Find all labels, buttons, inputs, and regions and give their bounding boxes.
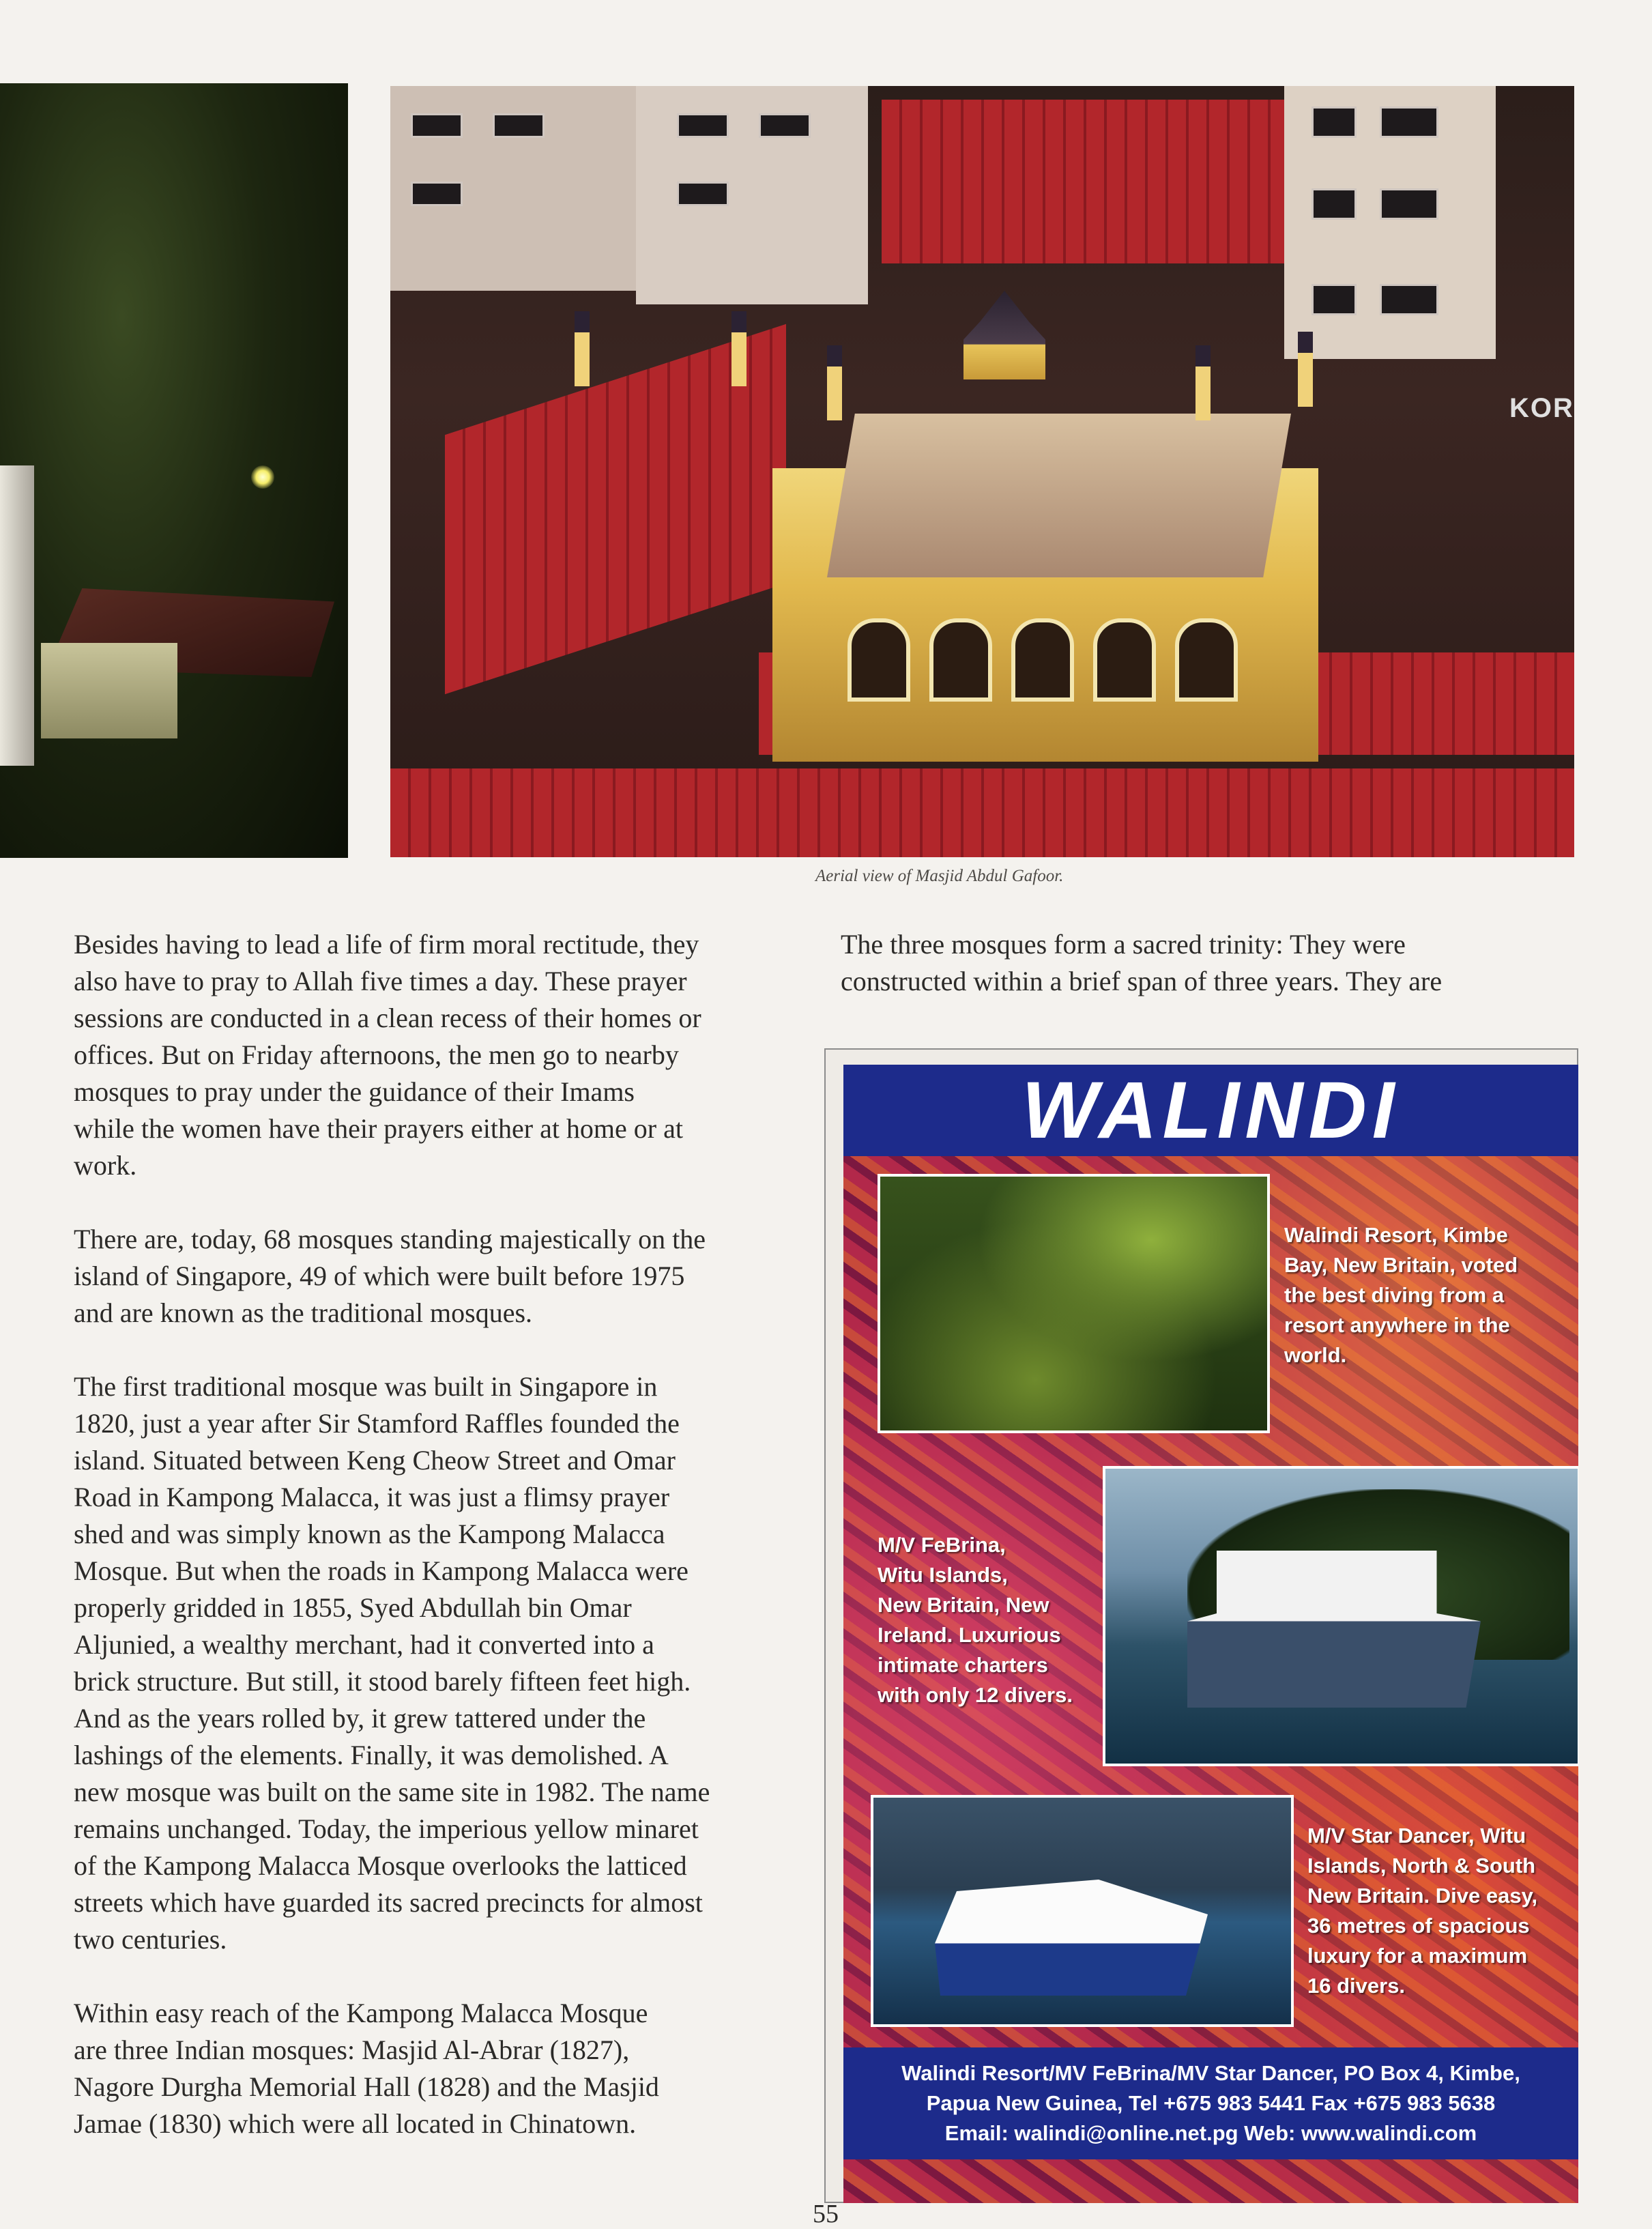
body-line: new mosque was built on the same site in 1982. The name (74, 1777, 710, 1807)
body-line: sessions are conducted in a clean recess of their homes or (74, 1003, 701, 1033)
blurb-line: M/V FeBrina, (878, 1533, 1006, 1557)
blurb-line: luxury for a maximum (1307, 1944, 1528, 1968)
mosque-roof-terrace (827, 414, 1291, 577)
blurb-line: Bay, New Britain, voted (1284, 1253, 1518, 1277)
window (677, 113, 729, 138)
stardancer-boat-photo (871, 1795, 1294, 2027)
blurb-line: Islands, North & South (1307, 1854, 1536, 1878)
body-line: Road in Kampong Malacca, it was just a flimsy prayer (74, 1482, 670, 1512)
small-minaret (731, 311, 747, 386)
building-sign: KOR (1509, 393, 1574, 423)
facade-arch (1093, 618, 1156, 702)
body-line: streets which have guarded its sacred precincts for almost (74, 1887, 703, 1918)
resort-blurb (1284, 1220, 1518, 1370)
body-line: properly gridded in 1855, Syed Abdullah bin Omar (74, 1592, 632, 1623)
advert-title: WALINDI (1021, 1065, 1400, 1155)
red-roof (390, 768, 1574, 857)
body-line: mosques to pray under the guidance of their Imams (74, 1076, 635, 1107)
page-number: 55 (813, 2200, 839, 2228)
febrina-blurb (878, 1530, 1073, 1710)
body-line: shed and was simply known as the Kampong Malacca (74, 1519, 665, 1549)
body-line: Jamae (1830) which were all located in Chinatown. (74, 2108, 637, 2139)
advert-banner (843, 1065, 1578, 1156)
small-minaret (827, 345, 842, 420)
body-line: work. (74, 1150, 137, 1181)
blurb-line: Walindi Resort, Kimbe (1284, 1223, 1508, 1247)
facade-arch (1175, 618, 1238, 702)
body-line: And as the years rolled by, it grew tattered under the (74, 1703, 646, 1734)
body-line: island. Situated between Keng Cheow Street and Omar (74, 1445, 676, 1476)
small-minaret (1195, 345, 1211, 420)
blurb-line: 16 divers. (1307, 1974, 1406, 1998)
stardancer-blurb (1307, 1821, 1537, 2001)
body-line: Nagore Durgha Memorial Hall (1828) and the Masjid (74, 2071, 659, 2102)
blurb-line: M/V Star Dancer, Witu (1307, 1824, 1526, 1847)
window (411, 182, 463, 206)
contact-line: Walindi Resort/MV FeBrina/MV Star Dancer, PO Box 4, Kimbe, (901, 2061, 1520, 2085)
body-line: lashings of the elements. Finally, it was demolished. A (74, 1740, 669, 1770)
window (1380, 284, 1438, 315)
blurb-line: New Britain, New (878, 1593, 1049, 1617)
body-line: The three mosques form a sacred trinity: They were (841, 929, 1406, 960)
body-line: island of Singapore, 49 of which were built before 1975 (74, 1261, 685, 1291)
building-wall (41, 643, 177, 738)
body-line: The first traditional mosque was built in Singapore in (74, 1371, 658, 1402)
street-lamp (251, 465, 274, 489)
window (1312, 188, 1357, 220)
photo-caption: Aerial view of Masjid Abdul Gafoor. (815, 867, 1064, 885)
body-line: two centuries. (74, 1924, 227, 1955)
febrina-boat-photo (1103, 1466, 1578, 1766)
small-minaret (1298, 332, 1313, 407)
walindi-advert (843, 1065, 1578, 2203)
blurb-line: resort anywhere in the (1284, 1313, 1510, 1337)
body-line: Within easy reach of the Kampong Malacca Mosque (74, 1998, 648, 2028)
minaret-tower (0, 465, 34, 766)
facade-arch (1011, 618, 1074, 702)
blurb-line: New Britain. Dive easy, (1307, 1884, 1538, 1908)
night-garden-photo (0, 83, 348, 858)
apartment-block (636, 86, 868, 304)
body-line: also have to pray to Allah five times a day. These prayer (74, 966, 687, 996)
window (677, 182, 729, 206)
blurb-line: intimate charters (878, 1653, 1048, 1677)
window (759, 113, 811, 138)
blurb-line: with only 12 divers. (878, 1683, 1073, 1707)
contact-line: Email: walindi@online.net.pg Web: www.walindi.com (944, 2121, 1477, 2145)
mosque-aerial-photo (390, 86, 1574, 857)
article-column-right (841, 926, 1578, 1000)
body-line: remains unchanged. Today, the imperious yellow minaret (74, 1813, 699, 1844)
small-minaret (575, 311, 590, 386)
contact-line: Papua New Guinea, Tel +675 983 5441 Fax +675 983 5638 (926, 2091, 1496, 2115)
body-line: Mosque. But when the roads in Kampong Malacca were (74, 1555, 689, 1586)
facade-arch (929, 618, 992, 702)
blurb-line: Witu Islands, (878, 1563, 1008, 1587)
red-roof (882, 100, 1284, 263)
body-line: brick structure. But still, it stood barely fifteen feet high. (74, 1666, 691, 1697)
facade-arch (847, 618, 910, 702)
window (493, 113, 545, 138)
window (1380, 188, 1438, 220)
blurb-line: Ireland. Luxurious (878, 1623, 1061, 1647)
body-line: of the Kampong Malacca Mosque overlooks the latticed (74, 1850, 687, 1881)
resort-garden-photo (878, 1174, 1270, 1433)
article-column-left (74, 926, 811, 2142)
blurb-line: the best diving from a (1284, 1283, 1505, 1307)
body-line: 1820, just a year after Sir Stamford Raffles founded the (74, 1408, 680, 1439)
dive-boat (1187, 1551, 1481, 1708)
body-line: offices. But on Friday afternoons, the men go to nearby (74, 1039, 679, 1070)
body-line: and are known as the traditional mosques. (74, 1297, 533, 1328)
advert-contact-footer (843, 2047, 1578, 2159)
body-line: are three Indian mosques: Masjid Al-Abrar (1827), (74, 2034, 630, 2065)
body-line: constructed within a brief span of three years. They are (841, 966, 1443, 996)
body-line: There are, today, 68 mosques standing majestically on the (74, 1224, 706, 1254)
body-line: Aljunied, a wealthy merchant, had it converted into a (74, 1629, 654, 1660)
blurb-line: 36 metres of spacious (1307, 1914, 1530, 1938)
window (1312, 284, 1357, 315)
blurb-line: world. (1284, 1343, 1347, 1367)
central-dome (963, 291, 1045, 379)
body-line: while the women have their prayers either at home or at (74, 1113, 683, 1144)
dive-boat (935, 1880, 1208, 1996)
window (1380, 106, 1438, 138)
window (411, 113, 463, 138)
window (1312, 106, 1357, 138)
body-line: Besides having to lead a life of firm moral rectitude, they (74, 929, 699, 960)
